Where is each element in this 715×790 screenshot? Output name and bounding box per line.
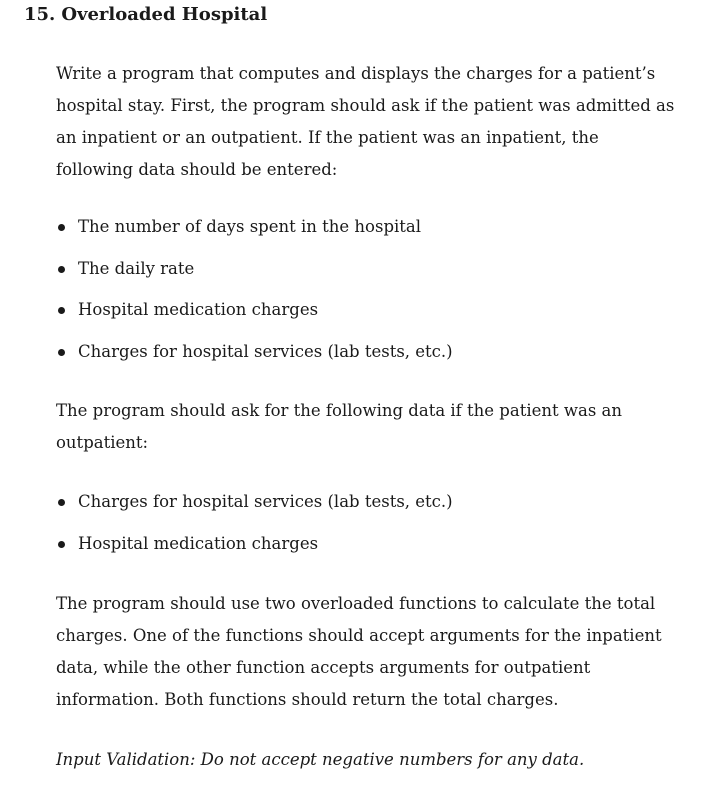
input-validation-note: Input Validation: Do not accept negative numbers for any data.	[56, 750, 585, 769]
outpatient-intro-paragraph: The program should ask for the following data if the patient was an outpatient:	[56, 401, 623, 452]
list-item-text: The number of days spent in the hospital	[78, 217, 422, 236]
list-item	[56, 215, 676, 257]
intro-paragraph: Write a program that computes and displays the charges for a patient’s hospital stay. First, the program should ask if the patient was admitted as an inpatient or an outpatient. If the patient was an inpatient, the following data should be entered:	[56, 64, 675, 179]
list-item-text: Hospital medication charges	[78, 533, 319, 553]
list-item	[56, 257, 676, 299]
inpatient-data-list	[56, 215, 676, 381]
section-heading	[24, 4, 267, 26]
bullet-icon	[58, 224, 65, 231]
list-item	[56, 298, 676, 340]
outpatient-data-list	[56, 490, 676, 573]
list-item-text: Charges for hospital services (lab tests, etc.)	[78, 341, 453, 361]
bullet-icon	[58, 266, 65, 273]
bullet-icon	[58, 541, 65, 548]
list-item	[56, 340, 676, 382]
list-item	[56, 490, 676, 532]
section-title: Overloaded Hospital	[61, 4, 268, 25]
list-item-text: Hospital medication charges	[78, 300, 319, 319]
bullet-icon	[58, 499, 65, 506]
functions-paragraph: The program should use two overloaded functions to calculate the total charges. One of the functions should accept arguments for the inpatient data, while the other function accepts arguments for outpatient information. Both functions should return the total charges.	[56, 594, 662, 709]
list-item-text: The daily rate	[78, 258, 195, 278]
section-number: 15.	[24, 4, 56, 25]
list-item-text: Charges for hospital services (lab tests, etc.)	[78, 492, 453, 511]
list-item	[56, 532, 676, 574]
bullet-icon	[58, 307, 65, 314]
bullet-icon	[58, 349, 65, 356]
